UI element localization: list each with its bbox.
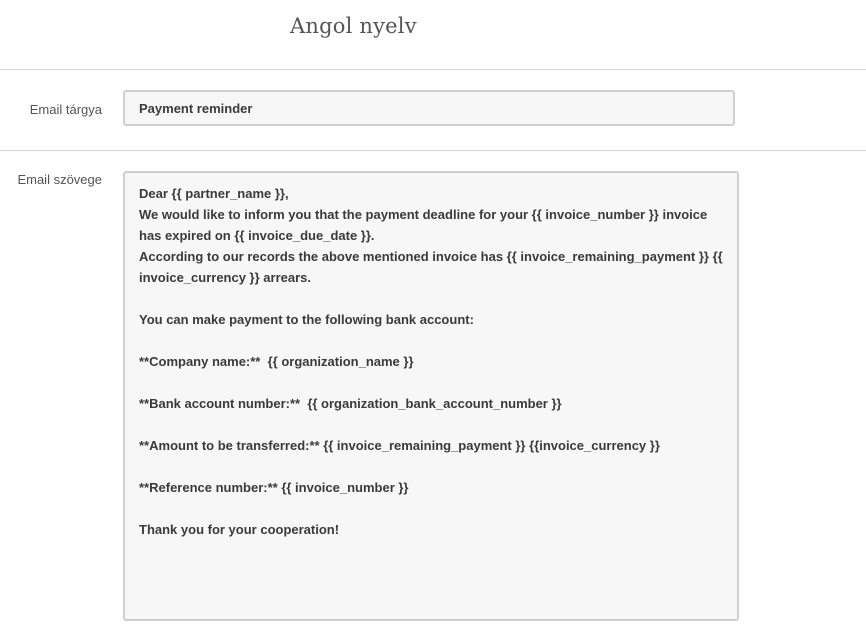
subject-input[interactable]: Payment reminder (123, 90, 735, 126)
body-line (139, 456, 723, 477)
body-line: Thank you for your cooperation! (139, 522, 340, 537)
body-line: **Company name:** {{ organization_name }} (139, 354, 414, 369)
body-textarea[interactable] (123, 171, 739, 621)
body-line (139, 498, 723, 519)
body-label: Email szövege (17, 172, 102, 187)
body-line: **Bank account number:** {{ organization_bank_account_number }} (139, 396, 562, 411)
body-line: **Reference number:** {{ invoice_number }} (139, 480, 409, 495)
subject-label: Email tárgya (29, 102, 102, 117)
divider (0, 150, 866, 151)
body-line (139, 414, 723, 435)
body-line: We would like to inform you that the payment deadline for your {{ invoice_number }} invoice (139, 207, 708, 222)
body-line: has expired on {{ invoice_due_date }}. (139, 228, 375, 243)
body-line: **Amount to be transferred:** {{ invoice_remaining_payment }} {{invoice_currency }} (139, 438, 660, 453)
body-line: According to our records the above mentioned invoice has {{ invoice_remaining_payment }} {{ (139, 249, 723, 264)
body-line: invoice_currency }} arrears. (139, 270, 311, 285)
body-line: You can make payment to the following bank account: (139, 312, 474, 327)
body-line (139, 288, 723, 309)
section-title: Angol nyelv (290, 14, 417, 38)
body-line (139, 330, 723, 351)
body-line: Dear {{ partner_name }}, (139, 186, 289, 201)
divider (0, 69, 866, 70)
body-line (139, 372, 723, 393)
